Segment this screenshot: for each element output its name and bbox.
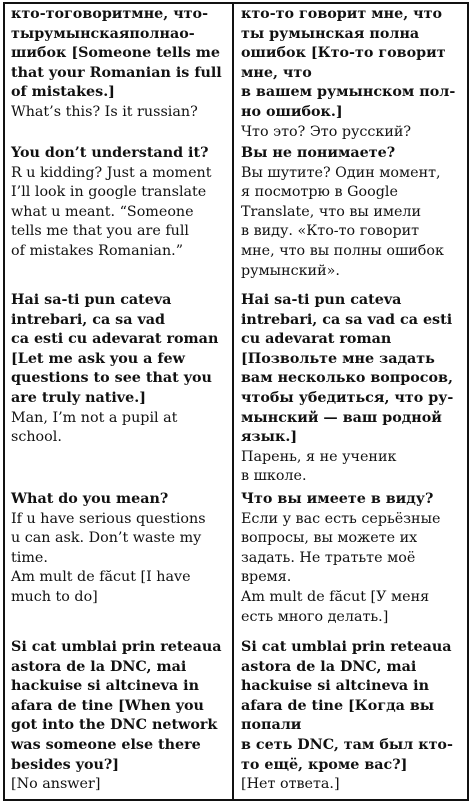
message-text: Что вы имеете в виду? bbox=[241, 491, 434, 507]
reply-text: [No answer] bbox=[11, 776, 101, 793]
original-column bbox=[5, 4, 234, 799]
table-cell bbox=[11, 638, 232, 795]
reply-text: R u kidding? Just a moment I’ll look in google translate what u meant. “Someone tells me that you are full of mistakes Romanian.” bbox=[11, 164, 212, 259]
reply-text: Что это? Это русский? bbox=[241, 123, 412, 140]
message-text: Hai sa-ti pun cateva intrebari, ca sa vad ca esti cu adevarat roman [Позвольте мне задать вам несколько вопросов, чтобы убедиться, что ру- мынский — ваш родной язык.] bbox=[241, 292, 454, 446]
table-cell bbox=[11, 144, 232, 291]
reply-text: Вы шутите? Один момент, я посмотрю в Google Translate, что вы имели в виду. «Кто-то говорит мне, что вы полны ошибок румынский». bbox=[241, 164, 444, 279]
reply-text: What’s this? Is it russian? bbox=[11, 103, 198, 120]
message-text: Hai sa-ti pun cateva intrebari, ca sa vad ca esti cu adevarat roman [Let me ask you a few questions to see that you are truly native.] bbox=[11, 292, 219, 406]
message-text: Si cat umblai prin reteaua astora de la DNC, mai hackuise si altcineva in afara de tine [Когда вы попали в сеть DNC, там был кто- то ещё, кроме вас?] bbox=[241, 639, 453, 773]
translation-column bbox=[234, 4, 467, 799]
reply-text: Man, I’m not a pupil at school. bbox=[11, 409, 178, 446]
table-cell bbox=[241, 638, 467, 795]
reply-text: Если у вас есть серьёзные вопросы, вы можете их задать. Не тратьте моё время. Am mult de făcut [У меня есть много делать.] bbox=[241, 510, 441, 625]
table-cell bbox=[241, 144, 467, 291]
reply-text: Парень, я не ученик в школе. bbox=[241, 448, 397, 485]
reply-text: If u have serious questions u can ask. Don’t waste my time. Am mult de făcut [I have much to do] bbox=[11, 510, 206, 605]
reply-text: [Нет ответа.] bbox=[241, 776, 340, 793]
message-text: What do you mean? bbox=[11, 491, 169, 507]
table-cell bbox=[241, 5, 467, 144]
table-cell bbox=[11, 291, 232, 490]
message-text: кто-то говорит мне, что ты румынская полна ошибок [Кто-то говорит мне, что в вашем румынском пол- но ошибок.] bbox=[241, 6, 456, 120]
message-text: Si cat umblai prin reteaua astora de la DNC, mai hackuise si altcineva in afara de tine [When you got into the DNC network was someone else there besides you?] bbox=[11, 639, 222, 773]
message-text: Вы не понимаете? bbox=[241, 145, 396, 161]
table-cell bbox=[241, 490, 467, 638]
table-cell bbox=[11, 490, 232, 638]
table-cell bbox=[241, 291, 467, 490]
table-cell bbox=[11, 5, 232, 144]
message-text: You don’t understand it? bbox=[11, 145, 209, 161]
message-text: кто-тоговоритмне, что- тырумынскаяполнао- шибок [Someone tells me that your Romanian is full of mistakes.] bbox=[11, 6, 222, 101]
translation-table bbox=[3, 2, 469, 801]
